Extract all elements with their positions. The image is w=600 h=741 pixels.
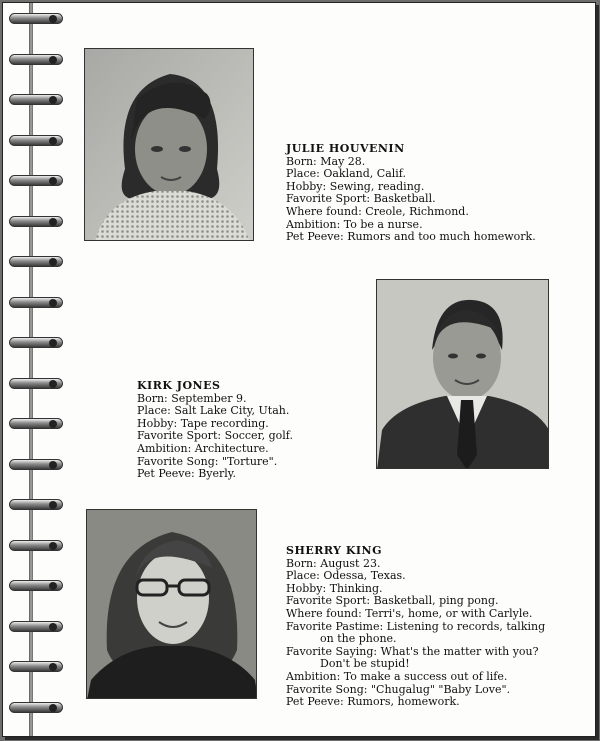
spiral-ring: [9, 11, 63, 27]
profile-name: JULIE HOUVENIN: [286, 142, 405, 155]
spiral-ring: [9, 619, 63, 635]
spiral-ring: [9, 700, 63, 716]
spiral-ring: [9, 254, 63, 270]
profile-favorite-sport: Favorite Sport: Soccer, golf.: [137, 429, 293, 443]
profile-hobby: Hobby: Tape recording.: [137, 416, 269, 430]
portrait-photo-julie-houvenin: [84, 48, 254, 241]
profile-born: Born: August 23.: [286, 556, 381, 570]
profile-hobby: Hobby: Thinking.: [286, 581, 383, 595]
spiral-ring: [9, 214, 63, 230]
spiral-ring: [9, 133, 63, 149]
spiral-ring: [9, 52, 63, 68]
profile-pet-peeve: Pet Peeve: Rumors and too much homework.: [286, 230, 536, 244]
profile-ambition: Ambition: Architecture.: [137, 441, 269, 455]
profile-favorite-song: Favorite Song: "Torture".: [137, 454, 278, 468]
profile-place: Place: Odessa, Texas.: [286, 569, 406, 583]
profile-name: SHERRY KING: [286, 544, 383, 557]
profile-pet-peeve: Pet Peeve: Byerly.: [137, 467, 237, 481]
profile-hobby: Hobby: Sewing, reading.: [286, 179, 425, 193]
spiral-ring: [9, 335, 63, 351]
spiral-ring: [9, 376, 63, 392]
profile-where-found: Where found: Creole, Richmond.: [286, 204, 469, 218]
yearbook-page: [2, 2, 596, 737]
profile-favorite-saying: Favorite Saying: What's the matter with you?: [286, 644, 539, 658]
spiral-ring: [9, 416, 63, 432]
profile-ambition: Ambition: To be a nurse.: [286, 217, 423, 231]
spiral-ring: [9, 295, 63, 311]
profile-favorite-sport: Favorite Sport: Basketball.: [286, 192, 436, 206]
spiral-ring: [9, 497, 63, 513]
profile-born: Born: May 28.: [286, 154, 366, 168]
profile-favorite-song: Favorite Song: "Chugalug" "Baby Love".: [286, 682, 511, 696]
profile-pet-peeve: Pet Peeve: Rumors, homework.: [286, 695, 460, 709]
spiral-ring: [9, 92, 63, 108]
profile-place: Place: Oakland, Calif.: [286, 167, 406, 181]
spiral-ring: [9, 578, 63, 594]
profile-where-found: Where found: Terri's, home, or with Carlyle.: [286, 606, 533, 620]
profile-favorite-pastime: Favorite Pastime: Listening to records, talking: [286, 619, 546, 633]
profile-born: Born: September 9.: [137, 391, 247, 405]
spiral-ring: [9, 538, 63, 554]
portrait-photo-sherry-king: [86, 509, 257, 699]
profile-kirk-jones: [137, 380, 293, 481]
profile-ambition: Ambition: To make a success out of life.: [286, 669, 508, 683]
spiral-ring: [9, 659, 63, 675]
profile-favorite-saying-continued: Don't be stupid!: [320, 657, 410, 671]
profile-place: Place: Salt Lake City, Utah.: [137, 404, 290, 418]
spiral-ring: [9, 457, 63, 473]
profile-name: KIRK JONES: [137, 379, 221, 392]
profile-sherry-king: [286, 545, 545, 709]
profile-favorite-sport: Favorite Sport: Basketball, ping pong.: [286, 594, 499, 608]
profile-favorite-pastime-continued: on the phone.: [320, 632, 397, 646]
portrait-photo-kirk-jones: [376, 279, 549, 469]
profile-julie-houvenin: [286, 143, 536, 244]
spiral-ring: [9, 173, 63, 189]
